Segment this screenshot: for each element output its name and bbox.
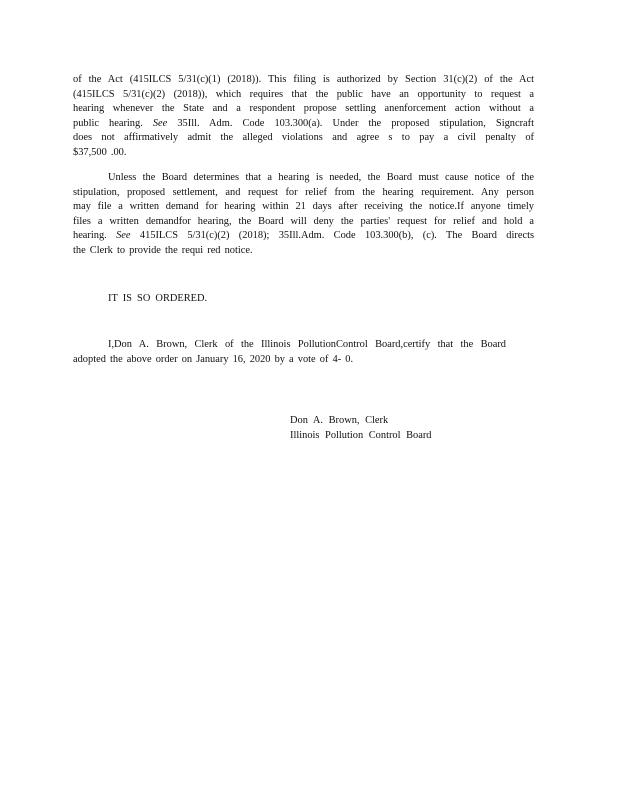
paragraph-line: $37,500 .00. xyxy=(73,146,127,158)
paragraph-line: may file a written demand for hearing within 21 days after receiving the notice.If anyone timely xyxy=(73,201,534,213)
paragraph-line: the Clerk to provide the requi red notice. xyxy=(73,244,253,256)
paragraph-line: hearing whenever the State and a respondent propose settling anenforcement action without a xyxy=(73,103,534,115)
paragraph-line: of the Act (415ILCS 5/31(c)(1) (2018)). This filing is authorized by Section 31(c)(2) of the Act xyxy=(73,74,534,85)
paragraph-act-filing xyxy=(73,73,534,161)
paragraph-certification xyxy=(73,338,506,367)
paragraph-line: stipulation, proposed settlement, and request for relief from the hearing requirement. Any person xyxy=(73,186,534,198)
paragraph-line: does not affirmatively admit the alleged violations and agree s to pay a civil penalty of xyxy=(73,132,534,144)
paragraph-line: public hearing. See 35Ill. Adm. Code 103.300(a). Under the proposed stipulation, Signcraft xyxy=(73,117,534,129)
signatory-organization: Illinois Pollution Control Board xyxy=(290,429,432,441)
paragraph-hearing-notice xyxy=(73,171,534,259)
paragraph-line: files a written demandfor hearing, the Board will deny the parties' request for relief and hold a xyxy=(73,215,534,227)
paragraph-line: (415ILCS 5/31(c)(2) (2018)), which requires that the public have an opportunity to request a xyxy=(73,88,534,100)
paragraph-line: I,Don A. Brown, Clerk of the Illinois PollutionControl Board,certify that the Board xyxy=(108,339,506,350)
paragraph-line: Unless the Board determines that a hearing is needed, the Board must cause notice of the xyxy=(108,172,534,183)
signatory-name: Don A. Brown, Clerk xyxy=(290,415,389,426)
ordered-statement: IT IS SO ORDERED. xyxy=(108,293,208,304)
paragraph-line: adopted the above order on January 16, 2020 by a vote of 4- 0. xyxy=(73,353,354,365)
signature-block xyxy=(290,414,432,443)
paragraph-line: hearing. See 415ILCS 5/31(c)(2) (2018); 35Ill.Adm. Code 103.300(b), (c). The Board directs xyxy=(73,230,534,242)
